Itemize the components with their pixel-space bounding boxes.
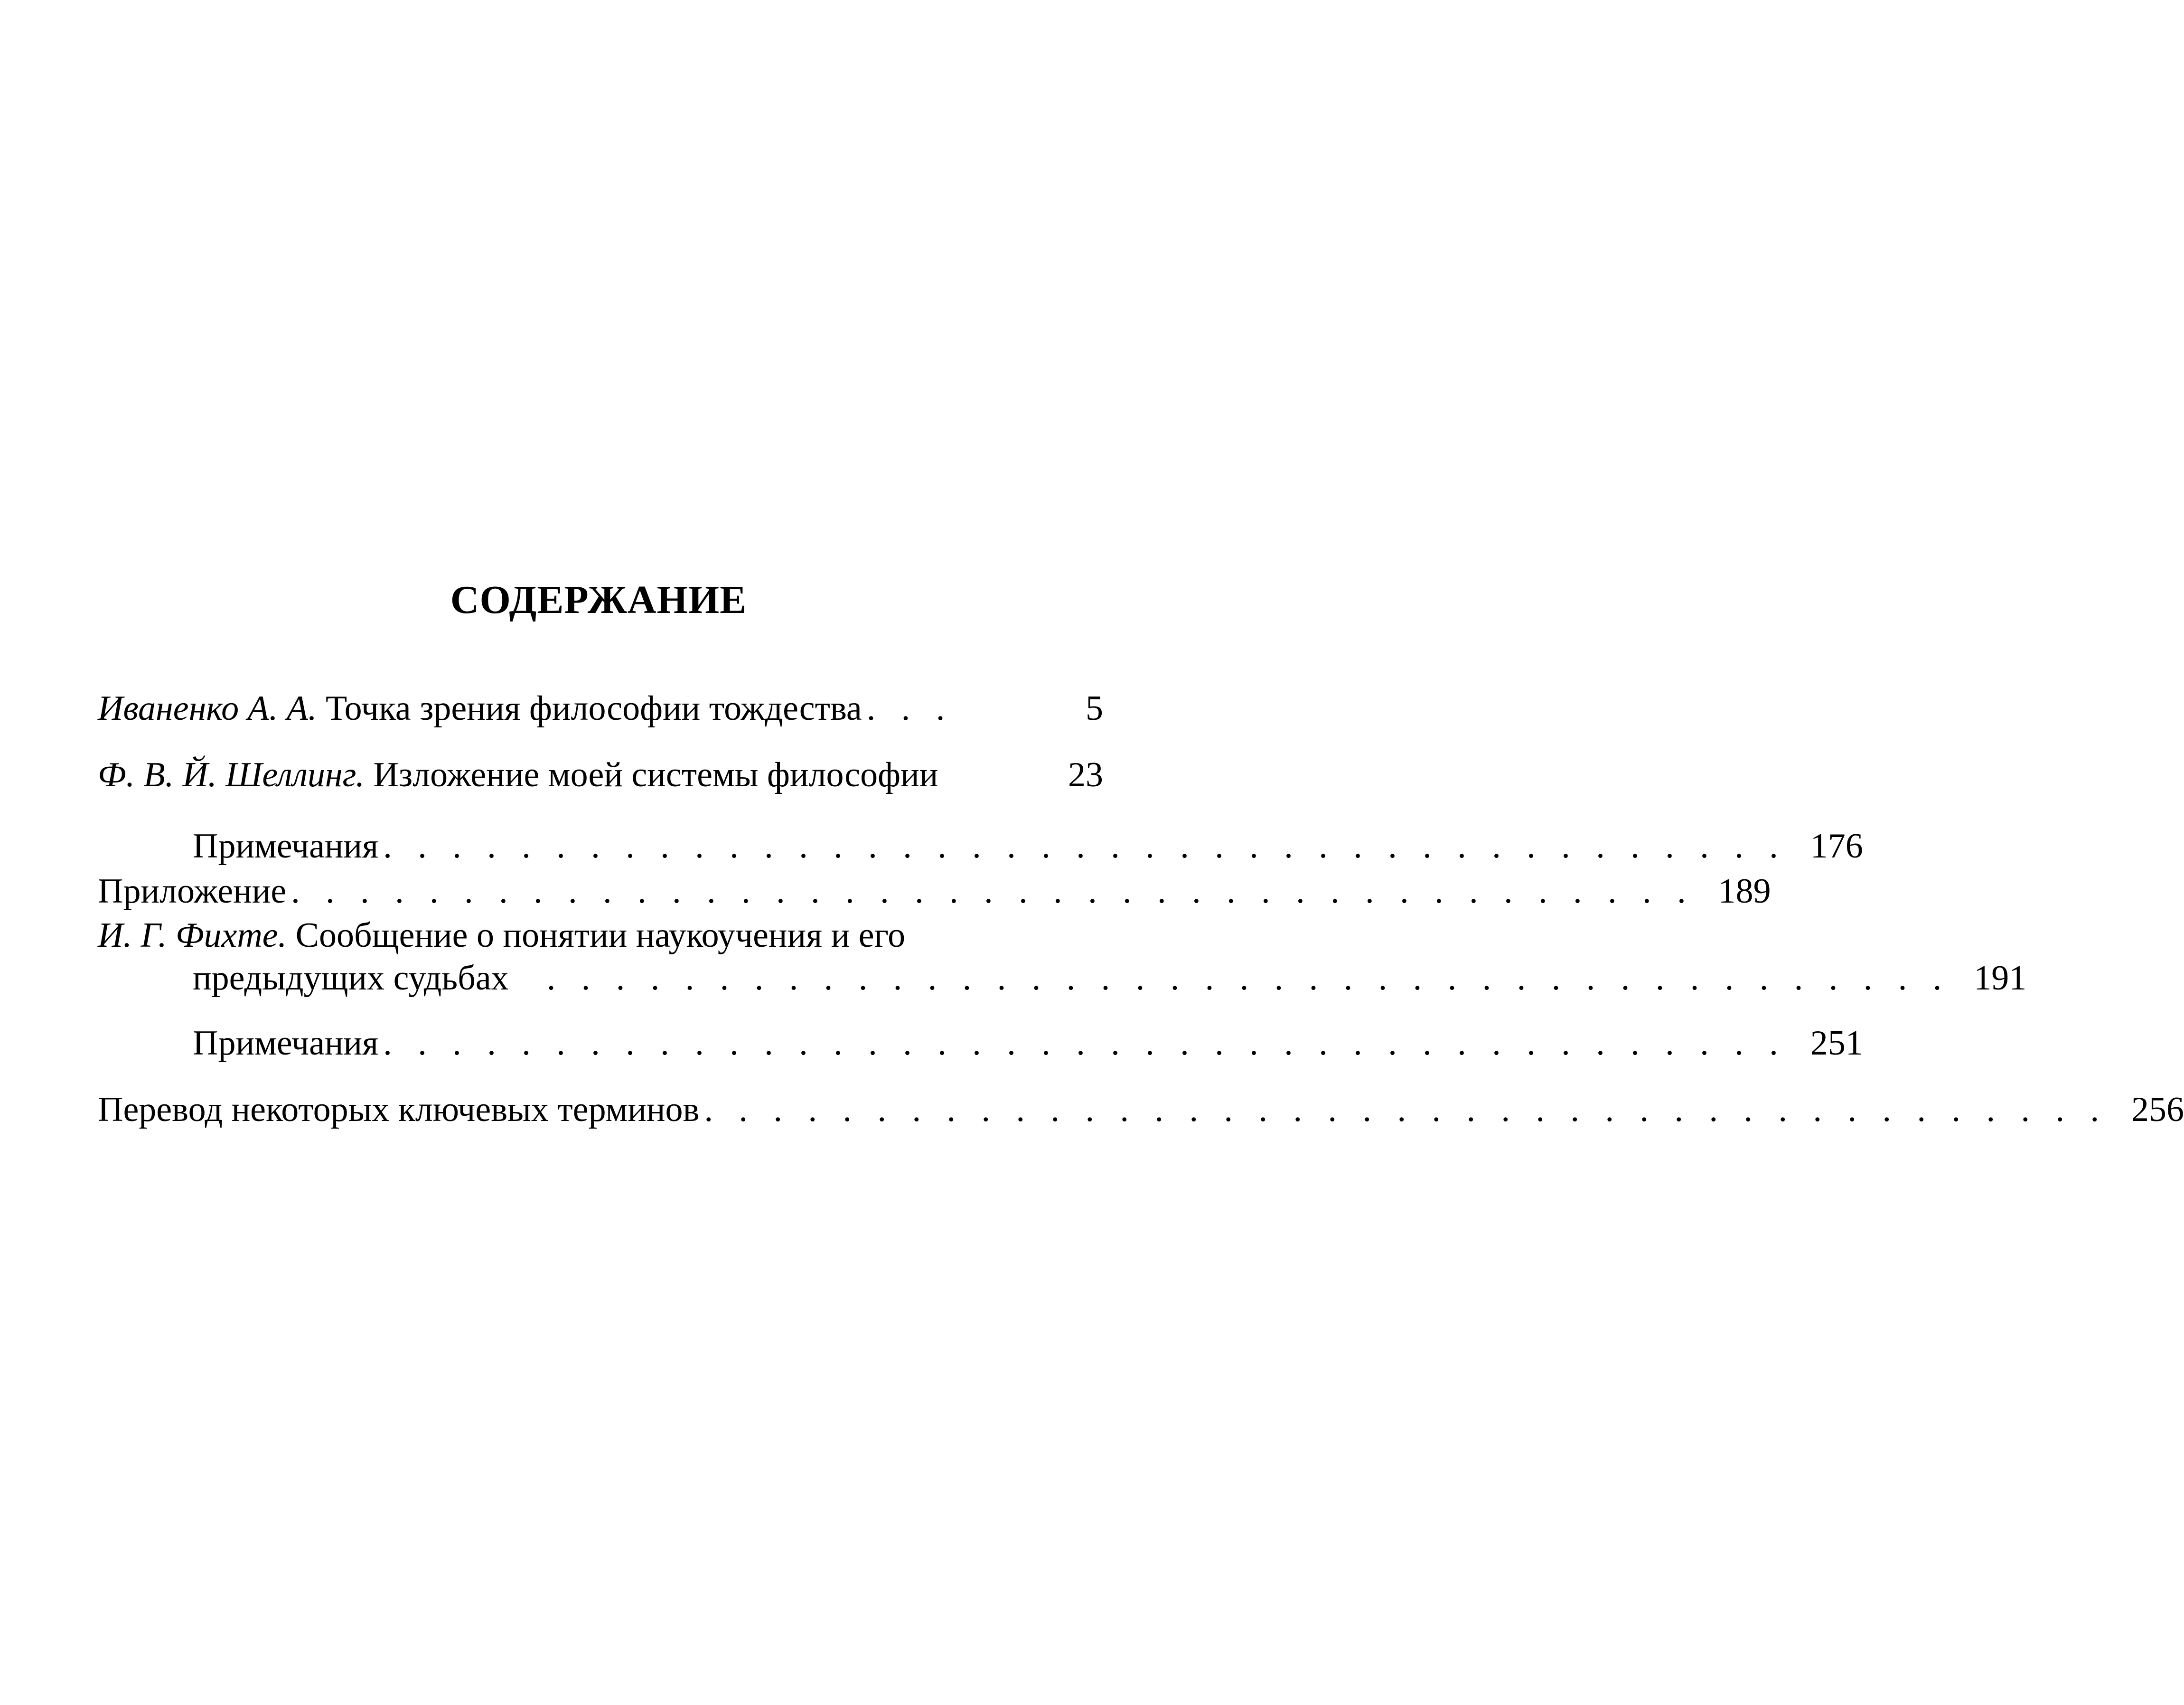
toc-entry-continuation[interactable] (98, 958, 2027, 999)
toc-title: Приложение (98, 872, 287, 911)
leader-dots: . . . . . . . . . . . . . . . . . . . . . . . . . . . . . . . . . . . . . . . . . (383, 1024, 1787, 1063)
toc-entry[interactable] (98, 826, 1863, 867)
toc-page-number: 5 (1086, 689, 1103, 728)
toc-page-number: 191 (1974, 959, 2027, 998)
toc-title: Сообщение о понятии наукоучения и его (295, 916, 906, 955)
toc-title: Примечания (193, 1024, 379, 1063)
toc-page-number: 189 (1718, 872, 1771, 911)
toc-entry-text (98, 915, 905, 956)
leader-dots: . . . . . . . . . . . . . . . . . . . . . . . . . . . . . . . . . . . . . . . . . (546, 959, 1950, 998)
toc-entry-text (98, 755, 938, 795)
leader-dots: . . . . . . . . . . . . . . . . . . . . . . . . . . . . . . . . . . . . . . . . . (383, 827, 1787, 866)
toc-title-continuation: предыдущих судьбах (193, 959, 509, 998)
toc-title: Точка зрения философии тождества (326, 689, 862, 728)
toc-title: Примечания (193, 827, 379, 866)
toc-entry-text (98, 688, 862, 729)
toc-page-number: 176 (1810, 827, 1863, 866)
leader-dots: . . . (866, 689, 954, 728)
toc-author: Иваненко А. А. (98, 689, 317, 728)
leader-dots: . . . . . . . . . . . . . . . . . . . . . . . . . . . . . . . . . . . . . . . . . (291, 872, 1695, 911)
toc-author: Ф. В. Й. Шеллинг. (98, 755, 365, 794)
toc-page-number: 251 (1810, 1024, 1863, 1063)
toc-entry[interactable] (98, 1090, 2184, 1130)
toc-entry[interactable] (98, 1023, 1863, 1064)
page-title: СОДЕРЖАНИЕ (450, 578, 747, 622)
leader-dots: . . . . . . . . . . . . . . . . . . . . . . . . . . . . . . . . . . . . . . . . . (704, 1090, 2108, 1129)
toc-entry[interactable] (98, 915, 1103, 956)
toc-entry[interactable] (98, 688, 1103, 729)
toc-entry[interactable] (98, 755, 1103, 795)
toc-page-number: 256 (2131, 1090, 2184, 1129)
toc-entry[interactable] (98, 871, 1771, 912)
toc-page-number: 23 (1068, 755, 1103, 794)
toc-title: Изложение моей системы философии (373, 755, 938, 794)
toc-title: Перевод некоторых ключевых терминов (98, 1090, 700, 1129)
toc-author: И. Г. Фихте. (98, 916, 287, 955)
